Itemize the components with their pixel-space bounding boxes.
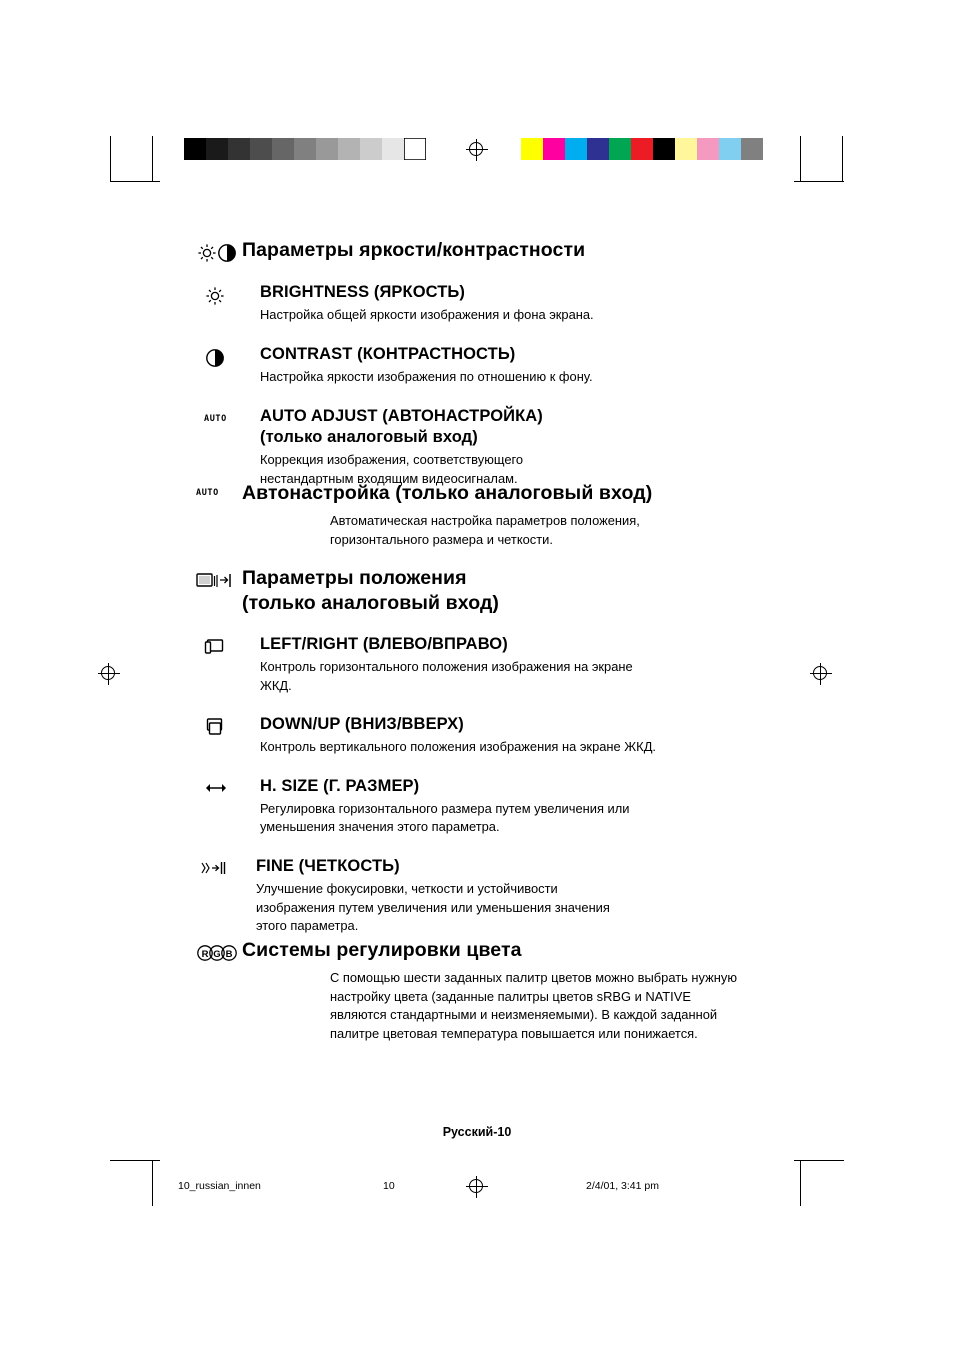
process-color-swatch	[719, 138, 741, 160]
process-color-swatch	[543, 138, 565, 160]
section-title: Параметры яркости/контрастности	[242, 239, 586, 261]
process-color-swatch	[653, 138, 675, 160]
item-title: DOWN/UP (ВНИЗ/ВВЕРХ)	[260, 714, 464, 733]
section-title	[242, 566, 499, 616]
registration-target-left	[98, 663, 120, 685]
section-title: Автонастройка (только аналоговый вход)	[242, 482, 653, 504]
footer-page-number: 10	[383, 1180, 395, 1192]
grayscale-swatch	[338, 138, 360, 160]
process-color-swatch	[697, 138, 719, 160]
svg-text:G: G	[213, 949, 221, 960]
item-left-right	[196, 634, 776, 695]
down-up-icon	[196, 714, 260, 737]
page-number-footer: Русский-10	[442, 1125, 512, 1139]
footer-timestamp: 2/4/01, 3:41 pm	[586, 1180, 659, 1192]
item-description: Коррекция изображения, соответствующего нестандартным входящим видеосигналам.	[260, 452, 524, 486]
svg-text:R: R	[201, 949, 209, 960]
auto-icon	[196, 481, 242, 498]
grayscale-swatch	[360, 138, 382, 160]
section-description: С помощью шести заданных палитр цветов можно выбрать нужную настройку цвета (заданные палитры цветов sRBG и NATIVE являются стандартными и неизменяемыми). В каждой заданной палитре цветовая температура повышается или понижается.	[330, 970, 737, 1042]
crop-mark-top-left-inner	[152, 136, 153, 182]
grayscale-swatch	[404, 138, 426, 160]
item-subtitle: (только аналоговый вход)	[260, 427, 478, 446]
grayscale-swatch	[316, 138, 338, 160]
footer-file-name: 10_russian_innen	[178, 1180, 261, 1192]
grayscale-swatch	[206, 138, 228, 160]
section-color-control	[196, 938, 776, 1044]
item-fine	[196, 856, 776, 935]
process-color-swatch	[587, 138, 609, 160]
item-title: BRIGHTNESS (ЯРКОСТЬ)	[260, 283, 465, 301]
grayscale-swatch	[382, 138, 404, 160]
item-description: Регулировка горизонтального размера путем увеличения или уменьшения значения этого параметра.	[260, 801, 630, 835]
item-title: CONTRAST (КОНТРАСТНОСТЬ)	[260, 344, 516, 363]
process-color-bar	[521, 138, 763, 160]
section-title-line-1: Параметры положения	[242, 567, 467, 589]
rgb-icon	[196, 938, 242, 963]
crop-mark-bottom-right-vertical	[800, 1160, 801, 1206]
item-description: Улучшение фокусировки, четкости и устойчивости изображения путем увеличения или уменьшения значения этого параметра.	[256, 881, 610, 933]
item-description: Настройка яркости изображения по отношению к фону.	[260, 369, 593, 385]
grayscale-color-bar	[184, 138, 426, 160]
item-description: Настройка общей яркости изображения и фона экрана.	[260, 307, 594, 323]
section-brightness-contrast	[196, 238, 766, 488]
process-color-swatch	[741, 138, 763, 160]
section-title: Системы регулировки цвета	[242, 939, 522, 961]
crop-mark-top-right-inner	[800, 136, 801, 182]
crop-mark-bottom-right-horizontal	[794, 1160, 844, 1161]
grayscale-swatch	[228, 138, 250, 160]
section-heading	[196, 938, 776, 963]
item-title: FINE (ЧЕТКОСТЬ)	[256, 856, 400, 875]
sun-icon	[196, 282, 260, 307]
crop-mark-top-right-vertical	[842, 136, 843, 182]
process-color-swatch	[521, 138, 543, 160]
crop-mark-bottom-left-vertical	[152, 1160, 153, 1206]
registration-target-top	[466, 139, 488, 161]
position-icon	[196, 566, 242, 590]
auto-icon	[196, 406, 260, 424]
auto-icon-label: AUTO	[204, 413, 227, 424]
grayscale-swatch	[294, 138, 316, 160]
grayscale-swatch	[250, 138, 272, 160]
item-h-size	[196, 776, 776, 837]
item-description: Контроль горизонтального положения изображения на экране ЖКД.	[260, 659, 633, 693]
h-size-icon	[196, 776, 260, 797]
process-color-swatch	[609, 138, 631, 160]
section-heading	[196, 238, 766, 264]
item-title: H. SIZE (Г. РАЗМЕР)	[260, 776, 420, 795]
left-right-icon	[196, 634, 260, 657]
contrast-icon	[196, 344, 260, 369]
section-position	[196, 566, 776, 935]
section-heading	[196, 481, 776, 506]
registration-target-right	[810, 663, 832, 685]
section-description: Автоматическая настройка параметров положения, горизонтального размера и четкости.	[330, 512, 640, 547]
process-color-swatch	[631, 138, 653, 160]
process-color-swatch	[675, 138, 697, 160]
grayscale-swatch	[272, 138, 294, 160]
registration-target-bottom	[466, 1176, 488, 1198]
svg-text:B: B	[225, 949, 233, 960]
item-auto-adjust	[196, 406, 766, 489]
process-color-swatch	[565, 138, 587, 160]
section-heading	[196, 566, 776, 616]
fine-icon	[196, 856, 256, 877]
crop-mark-top-left-vertical	[110, 136, 111, 182]
item-description: Контроль вертикального положения изображения на экране ЖКД.	[260, 739, 657, 755]
item-contrast	[196, 344, 766, 387]
item-brightness	[196, 282, 766, 325]
item-down-up	[196, 714, 776, 757]
grayscale-swatch	[184, 138, 206, 160]
section-auto-setup	[196, 481, 776, 549]
item-title: AUTO ADJUST (АВТОНАСТРОЙКА)	[260, 406, 543, 425]
item-title: LEFT/RIGHT (ВЛЕВО/ВПРАВО)	[260, 634, 508, 653]
section-title-line-2: (только аналоговый вход)	[242, 591, 500, 614]
auto-icon-label: AUTO	[196, 488, 219, 498]
crop-mark-top-right-horizontal	[794, 181, 844, 182]
sun-contrast-icon	[196, 238, 242, 264]
